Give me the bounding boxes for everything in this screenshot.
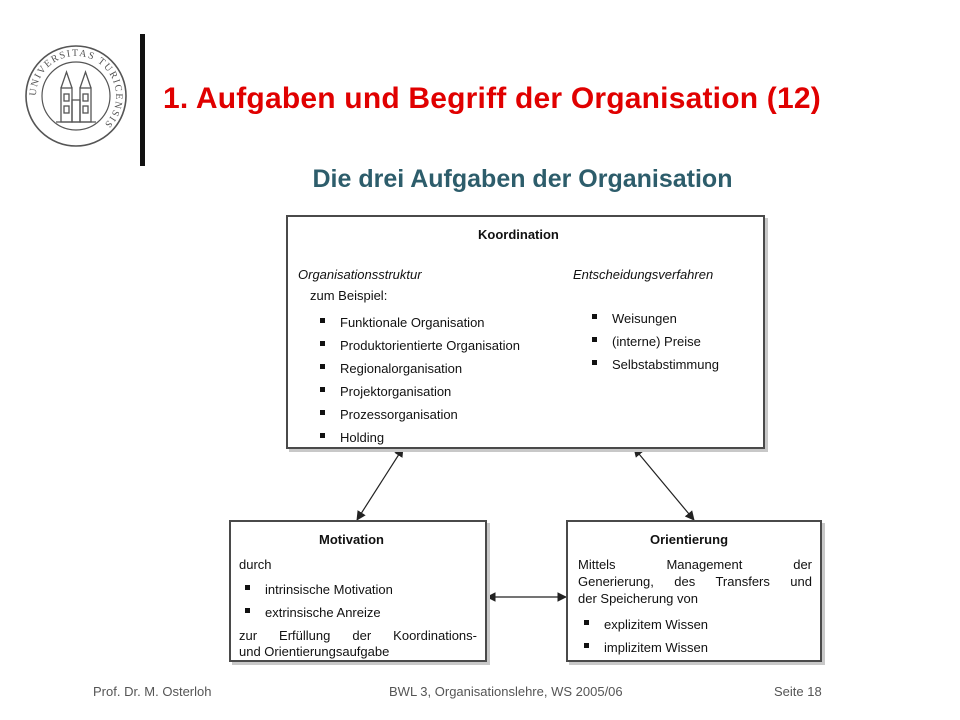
list-item: Funktionale Organisation <box>318 311 520 334</box>
organisationsstruktur-label: Organisationsstruktur <box>298 267 422 282</box>
orientierung-box <box>566 520 822 662</box>
motivation-outro-line1: zur Erfüllung der Koordinations- <box>239 628 477 643</box>
list-item: (interne) Preise <box>590 330 719 353</box>
zum-beispiel-label: zum Beispiel: <box>310 288 388 303</box>
motivation-list <box>243 578 393 624</box>
orientierung-text-line2: Generierung, des Transfers und <box>578 574 812 589</box>
list-item: Selbstabstimmung <box>590 353 719 376</box>
entscheidungsverfahren-label: Entscheidungsverfahren <box>573 267 714 282</box>
seal-ring-text: UNIVERSITAS TURICENSIS <box>27 47 125 131</box>
motivation-intro: durch <box>239 557 272 572</box>
koordination-box <box>286 215 765 449</box>
list-item: Regionalorganisation <box>318 357 520 380</box>
footer-page-number: Seite 18 <box>774 684 822 699</box>
list-item: Projektorganisation <box>318 380 520 403</box>
list-item: extrinsische Anreize <box>243 601 393 624</box>
list-item: Produktorientierte Organisation <box>318 334 520 357</box>
arrow-koordination-orientierung <box>634 448 694 520</box>
motivation-heading: Motivation <box>319 532 384 547</box>
footer-course: BWL 3, Organisationslehre, WS 2005/06 <box>389 684 623 699</box>
koordination-heading: Koordination <box>478 227 559 242</box>
arrow-koordination-motivation <box>357 448 403 520</box>
orientierung-list <box>582 613 708 659</box>
list-item: Prozessorganisation <box>318 403 520 426</box>
motivation-box <box>229 520 487 662</box>
orientierung-heading: Orientierung <box>650 532 729 547</box>
list-item: implizitem Wissen <box>582 636 708 659</box>
slide-subtitle: Die drei Aufgaben der Organisation <box>312 165 733 193</box>
list-item: intrinsische Motivation <box>243 578 393 601</box>
orientierung-text-line1: Mittels Management der <box>578 557 812 572</box>
struktur-list <box>318 311 520 449</box>
list-item: Holding <box>318 426 520 449</box>
slide-title: 1. Aufgaben und Begriff der Organisation (12) <box>163 82 821 115</box>
list-item: Weisungen <box>590 307 719 330</box>
motivation-outro-line2: und Orientierungsaufgabe <box>239 644 390 659</box>
orientierung-text-line3: der Speicherung von <box>578 591 698 606</box>
footer-author: Prof. Dr. M. Osterloh <box>93 684 212 699</box>
verfahren-list <box>590 307 719 376</box>
list-item: explizitem Wissen <box>582 613 708 636</box>
